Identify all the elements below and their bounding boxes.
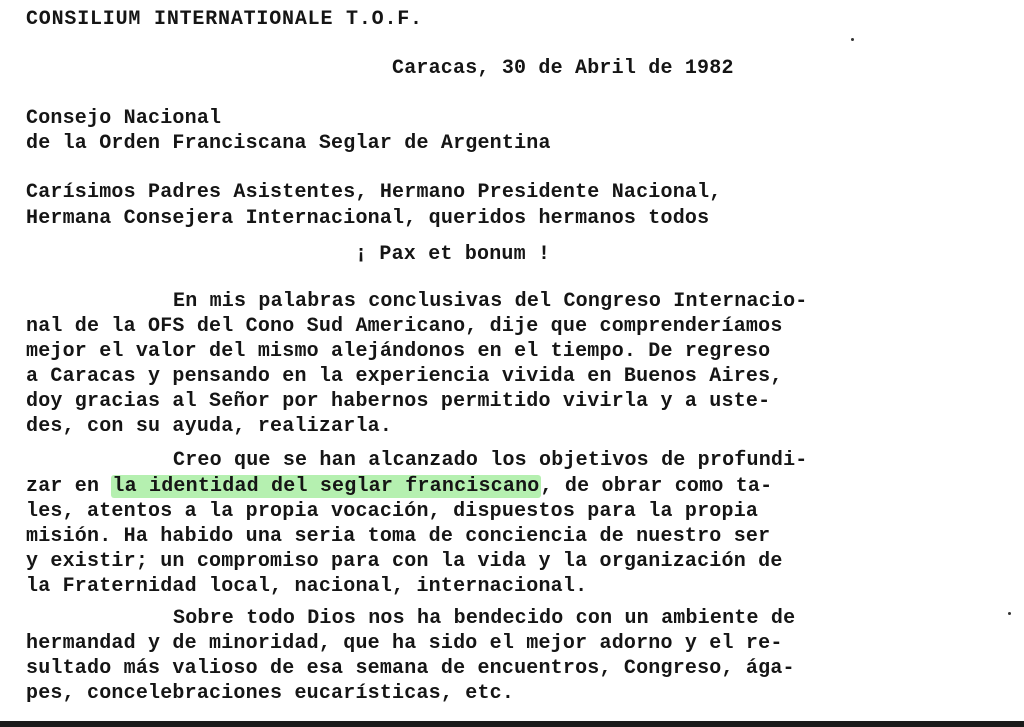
- scan-speck: [1008, 612, 1011, 615]
- letterhead: CONSILIUM INTERNATIONALE T.O.F.: [26, 8, 423, 31]
- greeting-line-2: Hermana Consejera Internacional, queridos hermanos todos: [26, 207, 710, 230]
- paragraph-2-line-6: la Fraternidad local, nacional, internacional.: [26, 575, 588, 598]
- paragraph-2-line-3: les, atentos a la propia vocación, dispuestos para la propia: [26, 500, 759, 523]
- greeting-line-1: Carísimos Padres Asistentes, Hermano Presidente Nacional,: [26, 181, 722, 204]
- scan-speck: [851, 38, 854, 41]
- paragraph-2-line-5: y existir; un compromiso para con la vida y la organización de: [26, 550, 783, 573]
- paragraph-1-line-4: a Caracas y pensando en la experiencia vivida en Buenos Aires,: [26, 365, 783, 388]
- paragraph-2-line-2-post: , de obrar como ta-: [540, 475, 773, 498]
- paragraph-1-line-1: En mis palabras conclusivas del Congreso Internacio-: [173, 290, 808, 313]
- paragraph-3-line-4: pes, concelebraciones eucarísticas, etc.: [26, 682, 515, 705]
- addressee-line-1: Consejo Nacional: [26, 107, 222, 130]
- paragraph-1-line-2: nal de la OFS del Cono Sud Americano, dije que comprenderíamos: [26, 315, 783, 338]
- page-bottom-edge: [0, 721, 1024, 727]
- paragraph-3-line-3: sultado más valioso de esa semana de encuentros, Congreso, ága-: [26, 657, 795, 680]
- date-line: Caracas, 30 de Abril de 1982: [392, 57, 734, 80]
- paragraph-3-line-1: Sobre todo Dios nos ha bendecido con un ambiente de: [173, 607, 796, 630]
- pax-et-bonum: ¡ Pax et bonum !: [355, 243, 551, 266]
- paragraph-2-line-2: [26, 475, 772, 499]
- paragraph-3-line-2: hermandad y de minoridad, que ha sido el mejor adorno y el re-: [26, 632, 783, 655]
- paragraph-2-line-1: Creo que se han alcanzado los objetivos de profundi-: [173, 449, 808, 472]
- highlighted-phrase[interactable]: la identidad del seglar franciscano: [112, 475, 540, 498]
- paragraph-1-line-3: mejor el valor del mismo alejándonos en el tiempo. De regreso: [26, 340, 771, 363]
- paragraph-1-line-5: doy gracias al Señor por habernos permitido vivirla y a uste-: [26, 390, 771, 413]
- paragraph-2-line-2-pre: zar en: [26, 475, 112, 498]
- paragraph-2-line-4: misión. Ha habido una seria toma de conciencia de nuestro ser: [26, 525, 771, 548]
- paragraph-1-line-6: des, con su ayuda, realizarla.: [26, 415, 393, 438]
- addressee-line-2: de la Orden Franciscana Seglar de Argentina: [26, 132, 551, 155]
